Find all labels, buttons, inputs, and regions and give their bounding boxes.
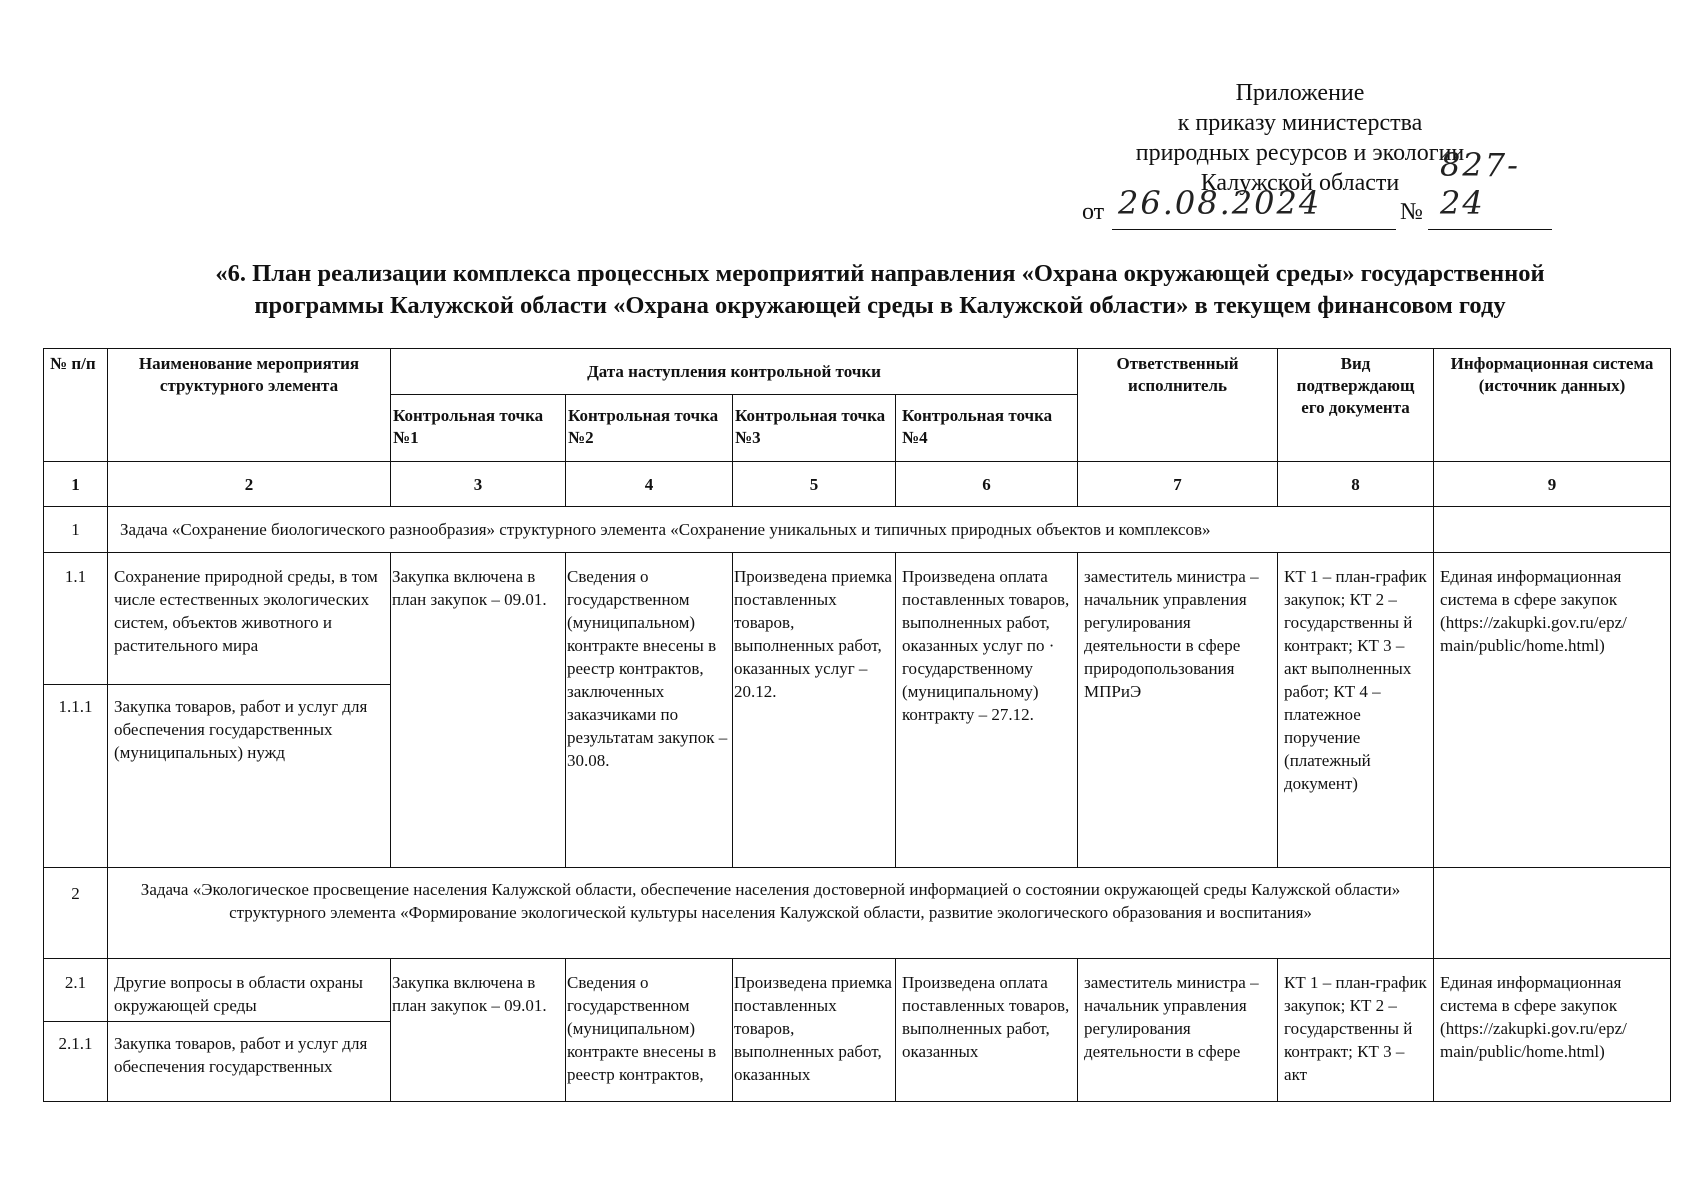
col-number: 3: [391, 462, 566, 507]
appendix-line: Приложение: [1235, 80, 1365, 106]
header-doc-type: Вид подтверждающ его документа: [1278, 349, 1434, 462]
appendix-line: Калужской области: [1200, 170, 1400, 196]
plan-table: [43, 348, 1671, 1102]
cp2-value: Сведения о государственном (муниципальном) контракте внесены в реестр контрактов, заключенных заказчиками по результатам закупок – 30.08.: [566, 553, 733, 868]
number-underline: [1428, 229, 1552, 230]
col-number: 1: [44, 462, 108, 507]
col-number: 9: [1434, 462, 1671, 507]
task-text: Задача «Сохранение биологического разнообразия» структурного элемента «Сохранение уникальных и типичных природных объектов и комплексов»: [108, 507, 1434, 553]
cp4-value: Произведена оплата поставленных товаров, выполненных работ, оказанных: [896, 959, 1078, 1102]
table-row: [44, 553, 1671, 685]
col-number: 7: [1078, 462, 1278, 507]
header-date-group: Дата наступления контрольной точки: [391, 349, 1078, 395]
cp4-value: Произведена оплата поставленных товаров, выполненных работ, оказанных услуг по · государственному (муниципальному) контракту – 27.12.: [896, 553, 1078, 868]
date-prefix: от: [1082, 199, 1105, 225]
title-line-1: «6. План реализации комплекса процессных мероприятий направления «Охрана окружающей среды» государственной: [215, 260, 1545, 287]
header-cp2: Контрольная точка №2: [566, 395, 733, 462]
handwritten-number: 827-24: [1440, 146, 1520, 222]
info-system-value: Единая информационная система в сфере закупок (https://zakupki.gov.ru/epz/ main/public/home.html): [1434, 553, 1671, 868]
col-number: 8: [1278, 462, 1434, 507]
doc-type-value: КТ 1 – план-график закупок; КТ 2 – государственны й контракт; КТ 3 – акт выполненных работ; КТ 4 – платежное поручение (платежный документ): [1278, 553, 1434, 868]
col-number: 6: [896, 462, 1078, 507]
row-name: Закупка товаров, работ и услуг для обеспечения государственных (муниципальных) нужд: [108, 685, 391, 868]
empty-cell: [1434, 868, 1671, 959]
handwritten-date: 26.08.2024: [1118, 184, 1322, 222]
row-number: 1.1: [44, 553, 108, 685]
header-name: Наименование мероприятия структурного элемента: [108, 349, 391, 462]
cp1-value: Закупка включена в план закупок – 09.01.: [391, 959, 566, 1102]
header-responsible: Ответственный исполнитель: [1078, 349, 1278, 462]
appendix-line: к приказу министерства: [1177, 110, 1423, 136]
appendix-line: природных ресурсов и экологии: [1135, 140, 1465, 166]
row-number: 2.1: [44, 959, 108, 1022]
task-number: 1: [44, 507, 108, 553]
column-numbers-row: [44, 462, 1671, 507]
number-prefix: №: [1400, 199, 1423, 225]
header-num: № п/п: [44, 349, 108, 462]
col-number: 5: [733, 462, 896, 507]
responsible-value: заместитель министра – начальник управления регулирования деятельности в сфере природопользования МПРиЭ: [1078, 553, 1278, 868]
task-row: [44, 507, 1671, 553]
row-number: 1.1.1: [44, 685, 108, 868]
col-number: 4: [566, 462, 733, 507]
task-text: Задача «Экологическое просвещение населения Калужской области, обеспечение населения достоверной информацией о состоянии окружающей среды Калужской области» структурного элемента «Формирование экологической культуры населения Калужской области, развитие экологического образования и воспитания»: [108, 868, 1434, 959]
col-number: 2: [108, 462, 391, 507]
title-line-2: программы Калужской области «Охрана окружающей среды в Калужской области» в текущем финансовом году: [254, 292, 1506, 319]
cp1-value: Закупка включена в план закупок – 09.01.: [391, 553, 566, 868]
row-name: Сохранение природной среды, в том числе естественных экологических систем, объектов животного и растительного мира: [108, 553, 391, 685]
document-title: [150, 258, 1610, 322]
date-underline: [1112, 229, 1396, 230]
header-row-1: [44, 349, 1671, 395]
cp3-value: Произведена приемка поставленных товаров, выполненных работ, оказанных: [733, 959, 896, 1102]
header-info-system: Информационная система (источник данных): [1434, 349, 1671, 462]
cp2-value: Сведения о государственном (муниципальном) контракте внесены в реестр контрактов,: [566, 959, 733, 1102]
row-name: Закупка товаров, работ и услуг для обеспечения государственных: [108, 1022, 391, 1102]
cp3-value: Произведена приемка поставленных товаров, выполненных работ, оказанных услуг – 20.12.: [733, 553, 896, 868]
row-number: 2.1.1: [44, 1022, 108, 1102]
info-system-value: Единая информационная система в сфере закупок (https://zakupki.gov.ru/epz/ main/public/home.html): [1434, 959, 1671, 1102]
table-row: [44, 959, 1671, 1022]
task-number: 2: [44, 868, 108, 959]
doc-type-value: КТ 1 – план-график закупок; КТ 2 – государственны й контракт; КТ 3 – акт: [1278, 959, 1434, 1102]
header-cp1: Контрольная точка №1: [391, 395, 566, 462]
header-cp4: Контрольная точка №4: [896, 395, 1078, 462]
responsible-value: заместитель министра – начальник управления регулирования деятельности в сфере: [1078, 959, 1278, 1102]
row-name: Другие вопросы в области охраны окружающей среды: [108, 959, 391, 1022]
header-cp3: Контрольная точка №3: [733, 395, 896, 462]
empty-cell: [1434, 507, 1671, 553]
task-row: [44, 868, 1671, 959]
